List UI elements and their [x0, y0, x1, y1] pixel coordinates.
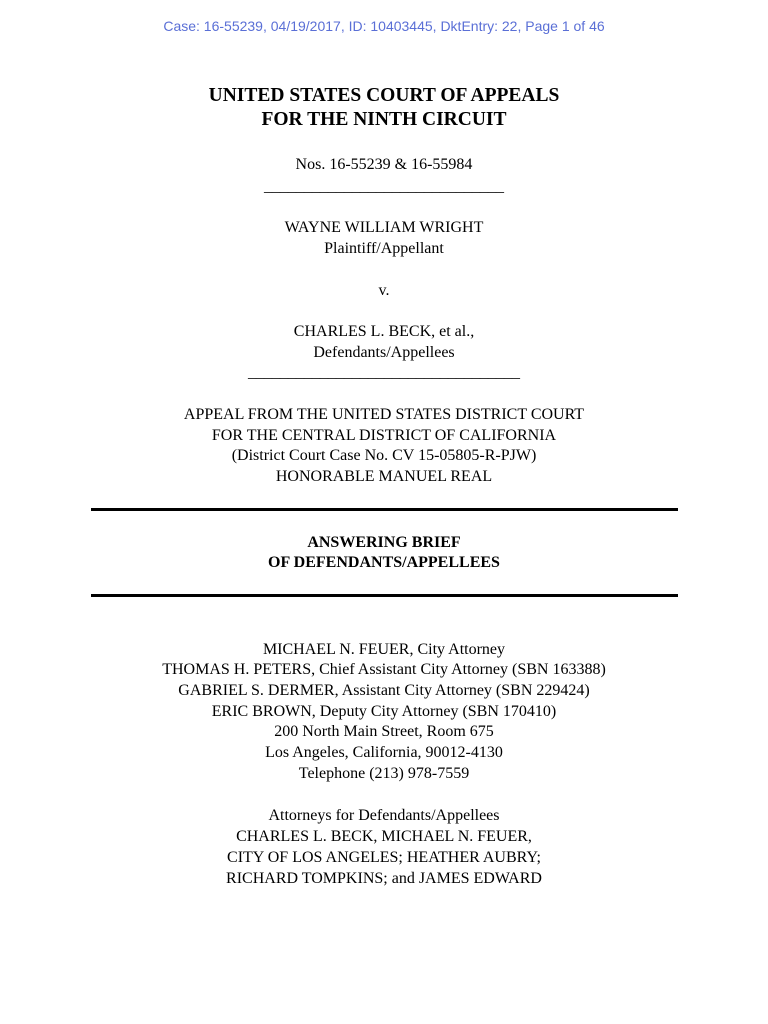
- attorney-line: THOMAS H. PETERS, Chief Assistant City Attorney (SBN 163388): [162, 661, 606, 678]
- case-numbers: Nos. 16-55239 & 16-55984: [295, 156, 473, 173]
- separator-short: ______________________________: [264, 178, 504, 195]
- attorney-line: GABRIEL S. DERMER, Assistant City Attorney (SBN 229424): [178, 682, 590, 699]
- docket-header-stamp: Case: 16-55239, 04/19/2017, ID: 10403445, DktEntry: 22, Page 1 of 46: [163, 18, 605, 34]
- rule-bottom: [91, 594, 678, 597]
- appeal-line-2: FOR THE CENTRAL DISTRICT OF CALIFORNIA: [211, 427, 557, 444]
- court-name-line-2: FOR THE NINTH CIRCUIT: [261, 109, 507, 130]
- appeal-line-3: (District Court Case No. CV 15-05805-R-PJW): [231, 447, 537, 464]
- representation-line: CITY OF LOS ANGELES; HEATHER AUBRY;: [227, 849, 541, 866]
- appeal-line-1: APPEAL FROM THE UNITED STATES DISTRICT COURT: [183, 406, 585, 423]
- defendant-role: Defendants/Appellees: [313, 344, 455, 361]
- representation-line: CHARLES L. BECK, MICHAEL N. FEUER,: [236, 828, 532, 845]
- address-line: Los Angeles, California, 90012-4130: [265, 744, 503, 761]
- court-name-line-1: UNITED STATES COURT OF APPEALS: [208, 85, 560, 106]
- rule-top: [91, 508, 678, 511]
- brief-title-line-2: OF DEFENDANTS/APPELLEES: [268, 554, 500, 571]
- brief-title-line-1: ANSWERING BRIEF: [307, 534, 461, 551]
- address-line: 200 North Main Street, Room 675: [274, 723, 494, 740]
- plaintiff-name: WAYNE WILLIAM WRIGHT: [284, 219, 484, 236]
- attorney-line: ERIC BROWN, Deputy City Attorney (SBN 170410): [211, 703, 557, 720]
- plaintiff-role: Plaintiff/Appellant: [324, 240, 444, 257]
- defendant-name: CHARLES L. BECK, et al.,: [293, 323, 475, 340]
- attorney-line: MICHAEL N. FEUER, City Attorney: [262, 641, 506, 658]
- appeal-line-4: HONORABLE MANUEL REAL: [275, 468, 493, 485]
- separator-long: __________________________________: [248, 364, 520, 381]
- telephone-line: Telephone (213) 978-7559: [298, 765, 470, 782]
- versus: v.: [378, 282, 390, 299]
- representation-line: Attorneys for Defendants/Appellees: [268, 807, 500, 824]
- representation-line: RICHARD TOMPKINS; and JAMES EDWARD: [226, 870, 542, 887]
